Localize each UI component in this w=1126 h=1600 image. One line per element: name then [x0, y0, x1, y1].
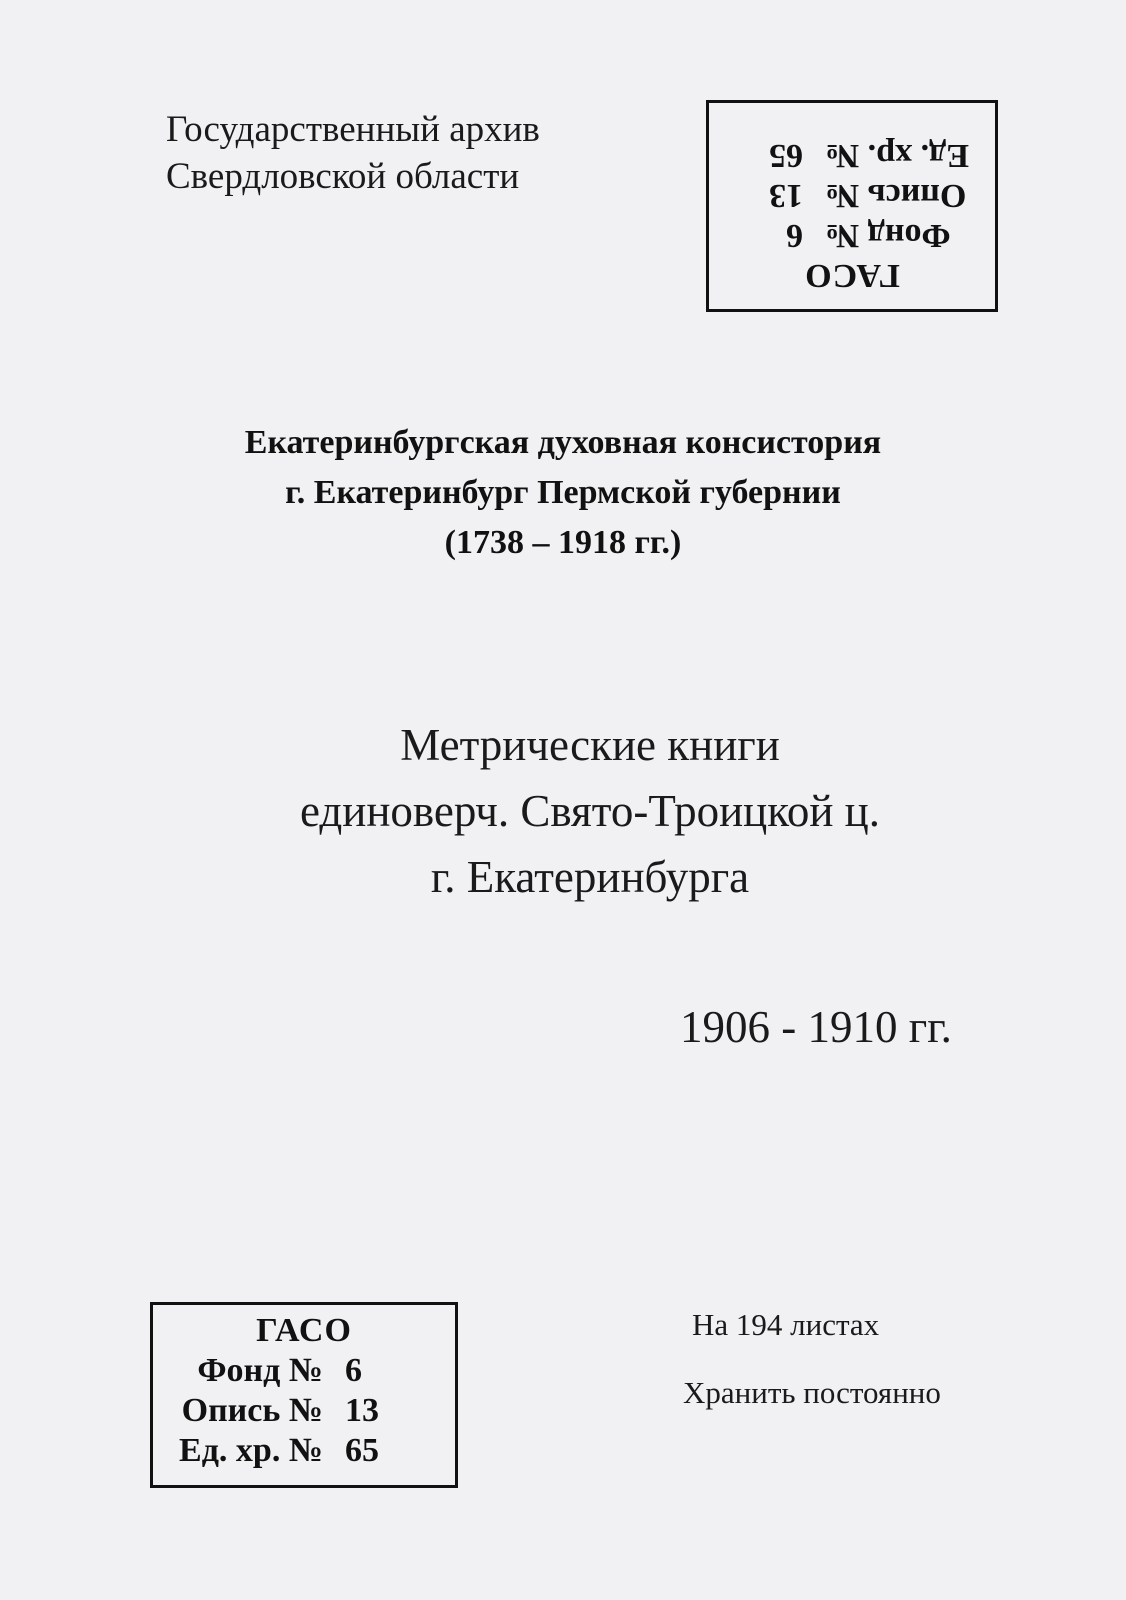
archive-name-line: Свердловской области: [166, 156, 520, 197]
stamp-value: 6: [345, 1352, 362, 1389]
stamp-label: Опись №: [825, 177, 967, 214]
archive-name: [166, 106, 540, 200]
stamp-label: Ед. хр. №: [179, 1432, 323, 1469]
title-line: г. Екатеринбурга: [430, 852, 750, 902]
archive-stamp: [150, 1302, 458, 1488]
stamp-title: ГАСО: [256, 1312, 352, 1349]
stamp-value: 13: [769, 177, 803, 214]
stamp-row-item: [709, 135, 995, 175]
storage-note: Хранить постоянно: [683, 1375, 941, 1410]
consistory-line: (1738 – 1918 гг.): [444, 524, 682, 561]
consistory-line: Екатеринбургская духовная консистория: [244, 424, 882, 461]
archive-name-line: Государственный архив: [166, 109, 540, 150]
stamp-row-opis: [153, 1391, 455, 1431]
stamp-row-fond: [709, 215, 995, 255]
consistory-heading: [0, 418, 1126, 568]
stamp-row-item: [153, 1431, 455, 1471]
stamp-label: Фонд №: [825, 217, 951, 254]
sheet-count-note: На 194 листах: [692, 1307, 880, 1342]
stamp-row-opis: [709, 175, 995, 215]
document-title: [190, 712, 990, 910]
stamp-value: 65: [769, 137, 803, 174]
date-range: 1906 - 1910 гг.: [680, 1002, 952, 1052]
stamp-label: Ед. хр. №: [825, 137, 969, 174]
title-line: единоверч. Свято-Троицкой ц.: [299, 786, 880, 836]
consistory-line: г. Екатеринбург Пермской губернии: [285, 474, 841, 511]
stamp-row-fond: [153, 1351, 455, 1391]
title-line: Метрические книги: [400, 720, 780, 770]
stamp-value: 13: [345, 1392, 379, 1429]
stamp-label: Фонд №: [197, 1352, 323, 1389]
stamp-value: 65: [345, 1432, 379, 1469]
stamp-value: 6: [786, 217, 803, 254]
stamp-title: ГАСО: [804, 257, 900, 294]
stamp-label: Опись №: [181, 1392, 323, 1429]
archive-stamp-upside-down: [706, 100, 998, 312]
